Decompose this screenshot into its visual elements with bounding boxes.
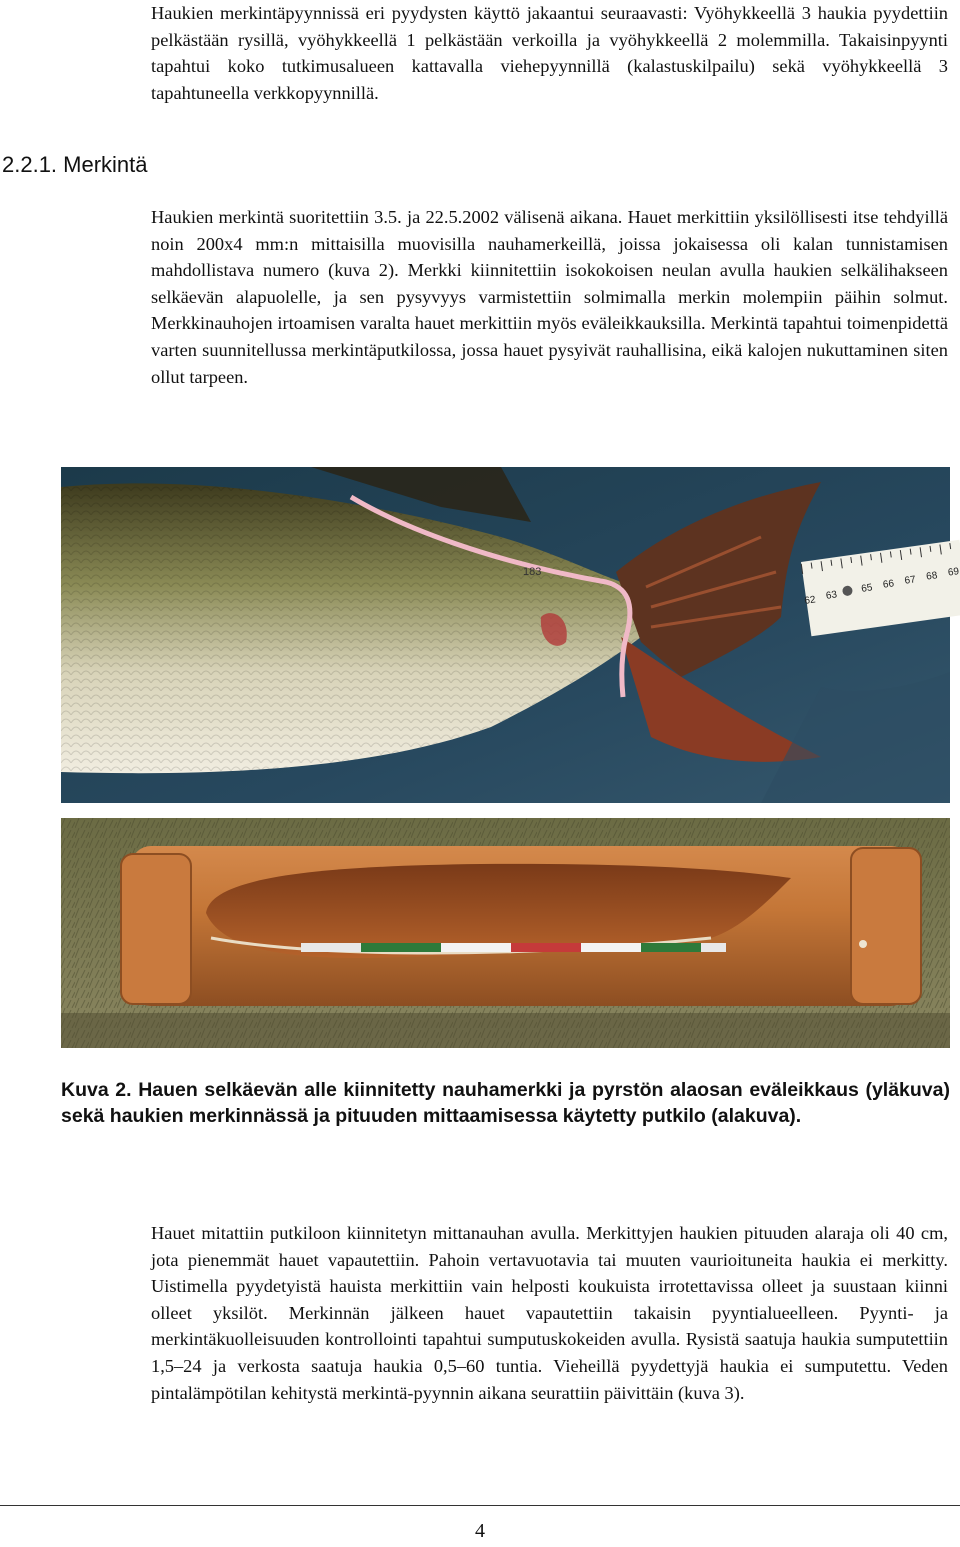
ruler-label: 66	[882, 578, 895, 591]
ruler-label: 68	[925, 570, 939, 583]
page-number: 4	[475, 1520, 485, 1542]
intro-paragraph: Haukien merkintäpyynnissä eri pyydysten käyttö jakaantui seuraavasti: Vyöhykkeellä 3 haukia pyydettiin pelkästään rysillä, vyöhykkeellä 1 pelkästään verkoilla ja vyöhykkeellä 2 molemmilla. Takaisinpyynti tapahtui koko tutkimusalueen kattavalla viehepyynnillä (kalastuskilpailu) sekä vyöhykkeellä 3 tapahtuneella verkkopyynnillä.	[151, 3, 948, 103]
tagging-paragraph: Haukien merkintä suoritettiin 3.5. ja 22.5.2002 välisenä aikana. Hauet merkittiin yksilöllisesti itse tehdyillä noin 200x4 mm:n mittaisilla muovisilla nauhamerkeillä, joissa jokaisessa oli kalan tunnistamisen mahdollistava numero (kuva 2). Merkki kiinnitettiin isokokoisen neulan avulla haukien selkälihakseen selkäevän alapuolelle, ja sen pysyvyys varmistettiin solmimalla merkin molempiin päihin solmut. Merkkinauhojen irtoamisen varalta hauet merkittiin myös eväleikkauksilla. Merkintä tapahtui toimenpidettä varten suunnitellussa merkintäputkilossa, jossa hauet pysyivät rauhallisina, eikä kalojen nukuttaminen siten ollut tarpeen.	[151, 207, 948, 387]
ruler-label: 63	[825, 589, 838, 602]
photo-tagging-tube	[61, 818, 950, 1048]
footer-rule	[0, 1505, 960, 1506]
ruler-label: 67	[903, 574, 917, 587]
ruler-label: 65	[860, 582, 874, 595]
ruler-label: 62	[803, 594, 817, 607]
photo-pike-tag	[61, 467, 960, 803]
measurement-paragraph: Hauet mitattiin putkiloon kiinnitetyn mittanauhan avulla. Merkittyjen haukien pituuden alaraja oli 40 cm, jota pienemmät hauet vapautettiin. Pahoin vertavuotavia tai muuten vaurioituneita haukia ei merkitty. Uistimella pyydetyistä hauista merkittiin vain helposti koukuista irrotettavissa olleet ja suustaan kiinni olleet yksilöt. Merkinnän jälkeen hauet vapautettiin takaisin pyyntialueelleen. Pyynti- ja merkintäkuolleisuuden kontrollointi tapahtui sumputuskokeiden avulla. Rysistä saatuja haukia sumputettiin 1,5–24 ja verkosta saatuja haukia 0,5–60 tuntia. Vieheillä pyydettyjä haukia ei sumputettu. Veden pintalämpötilan kehitystä merkintä-pyynnin aikana seurattiin päivittäin (kuva 3).	[151, 1223, 948, 1403]
tag-number: 183	[523, 566, 542, 578]
figure-caption: Kuva 2. Hauen selkäevän alle kiinnitetty nauhamerkki ja pyrstön alaosan eväleikkaus (yläkuva) sekä haukien merkinnässä ja pituuden mittaamisessa käytetty putkilo (alakuva).	[61, 1079, 950, 1127]
section-heading: 2.2.1. Merkintä	[2, 152, 148, 177]
ruler-label: 69	[947, 566, 960, 579]
